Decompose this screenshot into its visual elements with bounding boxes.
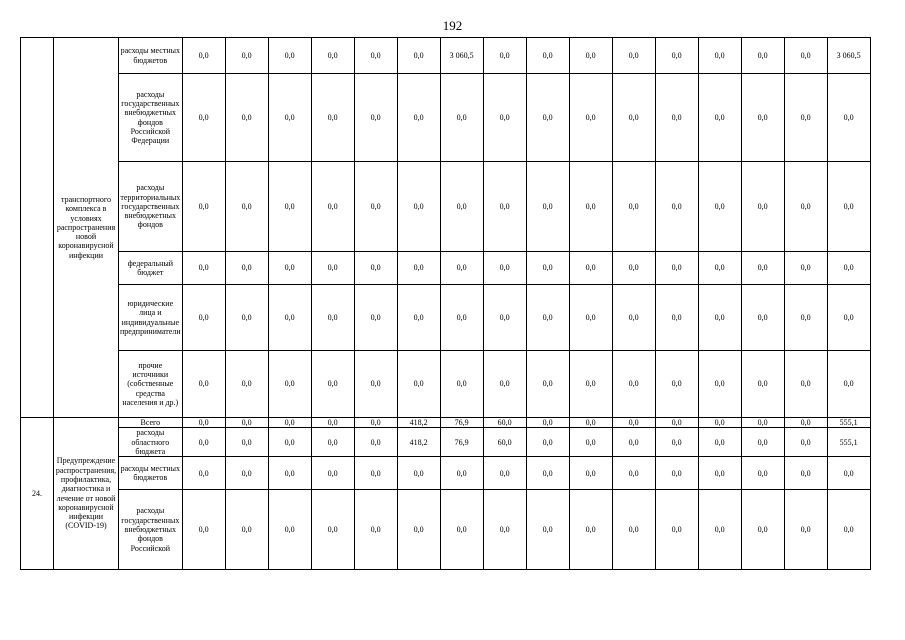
value-cell: 0,0 [182, 418, 225, 428]
value-cell: 0,0 [741, 74, 784, 162]
value-cell: 0,0 [741, 351, 784, 418]
value-cell: 0,0 [182, 351, 225, 418]
value-cell: 0,0 [225, 490, 268, 570]
table-row [21, 351, 871, 418]
value-cell: 0,0 [612, 38, 655, 74]
table-row [21, 74, 871, 162]
value-cell: 0,0 [483, 285, 526, 351]
value-cell: 0,0 [354, 252, 397, 285]
table-row [21, 418, 871, 428]
value-cell: 0,0 [698, 457, 741, 490]
value-cell: 3 060,5 [440, 38, 483, 74]
value-cell: 0,0 [311, 490, 354, 570]
value-cell: 0,0 [182, 38, 225, 74]
value-cell: 0,0 [827, 457, 870, 490]
value-cell: 0,0 [225, 418, 268, 428]
value-cell: 0,0 [526, 38, 569, 74]
value-cell: 0,0 [397, 162, 440, 252]
value-cell: 0,0 [526, 428, 569, 457]
value-cell: 0,0 [612, 351, 655, 418]
value-cell: 0,0 [311, 162, 354, 252]
funding-source: расходы территориальных государственных внебюджетных фондов [119, 162, 183, 252]
value-cell: 0,0 [225, 285, 268, 351]
value-cell: 0,0 [182, 252, 225, 285]
value-cell: 0,0 [784, 351, 827, 418]
value-cell: 0,0 [182, 428, 225, 457]
value-cell: 0,0 [311, 428, 354, 457]
value-cell: 0,0 [483, 490, 526, 570]
table-row [21, 285, 871, 351]
value-cell: 0,0 [741, 490, 784, 570]
value-cell: 0,0 [526, 418, 569, 428]
value-cell: 0,0 [698, 252, 741, 285]
value-cell: 555,1 [827, 428, 870, 457]
value-cell: 0,0 [268, 457, 311, 490]
value-cell: 0,0 [655, 351, 698, 418]
value-cell: 0,0 [268, 252, 311, 285]
value-cell: 0,0 [827, 351, 870, 418]
value-cell: 0,0 [655, 162, 698, 252]
value-cell: 555,1 [827, 418, 870, 428]
value-cell: 0,0 [182, 457, 225, 490]
value-cell: 0,0 [569, 351, 612, 418]
value-cell: 76,9 [440, 428, 483, 457]
value-cell: 0,0 [268, 418, 311, 428]
value-cell: 0,0 [698, 490, 741, 570]
value-cell: 0,0 [225, 38, 268, 74]
value-cell: 0,0 [354, 74, 397, 162]
value-cell: 0,0 [182, 285, 225, 351]
value-cell: 0,0 [311, 418, 354, 428]
value-cell: 0,0 [784, 428, 827, 457]
value-cell: 0,0 [268, 38, 311, 74]
value-cell: 0,0 [569, 490, 612, 570]
item-number: 24. [21, 418, 54, 570]
value-cell: 0,0 [354, 285, 397, 351]
value-cell: 0,0 [741, 285, 784, 351]
item-description: Предупреждение распространения, профилактика, диагностика и лечение от новой коронавирусной инфекции (COVID-19) [54, 418, 119, 570]
value-cell: 0,0 [612, 418, 655, 428]
funding-source: расходы областного бюджета [119, 428, 183, 457]
value-cell: 3 060,5 [827, 38, 870, 74]
value-cell: 0,0 [569, 285, 612, 351]
value-cell: 0,0 [784, 252, 827, 285]
value-cell: 0,0 [268, 351, 311, 418]
value-cell: 0,0 [225, 162, 268, 252]
value-cell: 0,0 [526, 490, 569, 570]
value-cell: 0,0 [526, 252, 569, 285]
value-cell: 0,0 [827, 74, 870, 162]
value-cell: 0,0 [354, 490, 397, 570]
value-cell: 0,0 [483, 38, 526, 74]
value-cell: 0,0 [569, 162, 612, 252]
value-cell: 0,0 [268, 490, 311, 570]
value-cell: 0,0 [612, 74, 655, 162]
value-cell: 0,0 [225, 351, 268, 418]
value-cell: 0,0 [225, 252, 268, 285]
value-cell: 0,0 [526, 351, 569, 418]
value-cell: 0,0 [311, 252, 354, 285]
funding-source: расходы государственных внебюджетных фондов Российской [119, 490, 183, 570]
value-cell: 0,0 [311, 285, 354, 351]
value-cell: 0,0 [784, 490, 827, 570]
value-cell: 0,0 [655, 418, 698, 428]
funding-source: расходы местных бюджетов [119, 38, 183, 74]
value-cell: 0,0 [655, 38, 698, 74]
value-cell: 0,0 [440, 162, 483, 252]
value-cell: 0,0 [397, 490, 440, 570]
value-cell: 0,0 [182, 74, 225, 162]
value-cell: 0,0 [784, 38, 827, 74]
value-cell: 0,0 [741, 38, 784, 74]
value-cell: 0,0 [397, 285, 440, 351]
value-cell: 0,0 [612, 162, 655, 252]
value-cell: 0,0 [569, 428, 612, 457]
value-cell: 60,0 [483, 428, 526, 457]
value-cell: 0,0 [655, 457, 698, 490]
value-cell: 0,0 [526, 162, 569, 252]
value-cell: 0,0 [268, 428, 311, 457]
value-cell: 0,0 [483, 74, 526, 162]
value-cell: 0,0 [225, 74, 268, 162]
value-cell: 0,0 [655, 252, 698, 285]
value-cell: 0,0 [569, 38, 612, 74]
value-cell: 0,0 [526, 285, 569, 351]
funding-source: расходы государственных внебюджетных фондов Российской Федерации [119, 74, 183, 162]
value-cell: 0,0 [698, 418, 741, 428]
table-row [21, 490, 871, 570]
table-row [21, 38, 871, 74]
value-cell: 0,0 [569, 252, 612, 285]
value-cell: 0,0 [741, 428, 784, 457]
value-cell: 0,0 [784, 457, 827, 490]
item-description: транспортного комплекса в условиях распространения новой коронавирусной инфекции [54, 38, 119, 418]
value-cell: 0,0 [311, 74, 354, 162]
value-cell: 0,0 [698, 162, 741, 252]
value-cell: 0,0 [741, 162, 784, 252]
value-cell: 0,0 [483, 162, 526, 252]
value-cell: 0,0 [182, 162, 225, 252]
value-cell: 0,0 [440, 252, 483, 285]
value-cell: 0,0 [698, 351, 741, 418]
value-cell: 0,0 [784, 285, 827, 351]
value-cell: 60,0 [483, 418, 526, 428]
value-cell: 0,0 [311, 38, 354, 74]
value-cell: 0,0 [225, 428, 268, 457]
value-cell: 0,0 [526, 457, 569, 490]
table-row [21, 252, 871, 285]
value-cell: 418,2 [397, 418, 440, 428]
value-cell: 0,0 [483, 351, 526, 418]
value-cell: 0,0 [569, 74, 612, 162]
funding-source: Всего [119, 418, 183, 428]
value-cell: 0,0 [354, 457, 397, 490]
value-cell: 0,0 [311, 351, 354, 418]
funding-source: федеральный бюджет [119, 252, 183, 285]
value-cell: 0,0 [397, 457, 440, 490]
value-cell: 0,0 [569, 457, 612, 490]
value-cell: 0,0 [784, 418, 827, 428]
value-cell: 0,0 [483, 252, 526, 285]
value-cell: 0,0 [268, 162, 311, 252]
value-cell: 0,0 [655, 428, 698, 457]
value-cell: 0,0 [440, 490, 483, 570]
value-cell: 0,0 [268, 285, 311, 351]
table-row [21, 428, 871, 457]
value-cell: 0,0 [440, 285, 483, 351]
value-cell: 0,0 [397, 252, 440, 285]
funding-source: юридические лица и индивидуальные предприниматели [119, 285, 183, 351]
value-cell: 0,0 [612, 285, 655, 351]
funding-source: прочие источники (собственные средства населения и др.) [119, 351, 183, 418]
value-cell: 0,0 [741, 457, 784, 490]
value-cell: 0,0 [225, 457, 268, 490]
value-cell: 0,0 [612, 428, 655, 457]
value-cell: 0,0 [440, 457, 483, 490]
value-cell: 0,0 [354, 38, 397, 74]
value-cell: 0,0 [483, 457, 526, 490]
value-cell: 0,0 [354, 428, 397, 457]
value-cell: 0,0 [784, 74, 827, 162]
value-cell: 0,0 [827, 162, 870, 252]
value-cell: 0,0 [612, 457, 655, 490]
value-cell: 0,0 [440, 74, 483, 162]
value-cell: 0,0 [397, 351, 440, 418]
value-cell: 0,0 [268, 74, 311, 162]
value-cell: 0,0 [311, 457, 354, 490]
value-cell: 0,0 [354, 351, 397, 418]
value-cell: 0,0 [827, 252, 870, 285]
page-number: 192 [442, 18, 463, 33]
table-row [21, 457, 871, 490]
value-cell: 0,0 [741, 418, 784, 428]
budget-table [20, 37, 871, 570]
value-cell: 0,0 [526, 74, 569, 162]
value-cell: 76,9 [440, 418, 483, 428]
value-cell: 0,0 [698, 38, 741, 74]
value-cell: 0,0 [655, 74, 698, 162]
value-cell: 0,0 [612, 252, 655, 285]
value-cell: 0,0 [827, 490, 870, 570]
value-cell: 0,0 [397, 74, 440, 162]
value-cell: 0,0 [741, 252, 784, 285]
item-number [21, 38, 54, 418]
funding-source: расходы местных бюджетов [119, 457, 183, 490]
value-cell: 0,0 [354, 418, 397, 428]
value-cell: 0,0 [655, 285, 698, 351]
value-cell: 0,0 [440, 351, 483, 418]
value-cell: 0,0 [698, 74, 741, 162]
value-cell: 0,0 [698, 285, 741, 351]
value-cell: 418,2 [397, 428, 440, 457]
value-cell: 0,0 [397, 38, 440, 74]
value-cell: 0,0 [182, 490, 225, 570]
value-cell: 0,0 [784, 162, 827, 252]
value-cell: 0,0 [827, 285, 870, 351]
value-cell: 0,0 [698, 428, 741, 457]
value-cell: 0,0 [612, 490, 655, 570]
value-cell: 0,0 [354, 162, 397, 252]
table-row [21, 162, 871, 252]
value-cell: 0,0 [655, 490, 698, 570]
value-cell: 0,0 [569, 418, 612, 428]
